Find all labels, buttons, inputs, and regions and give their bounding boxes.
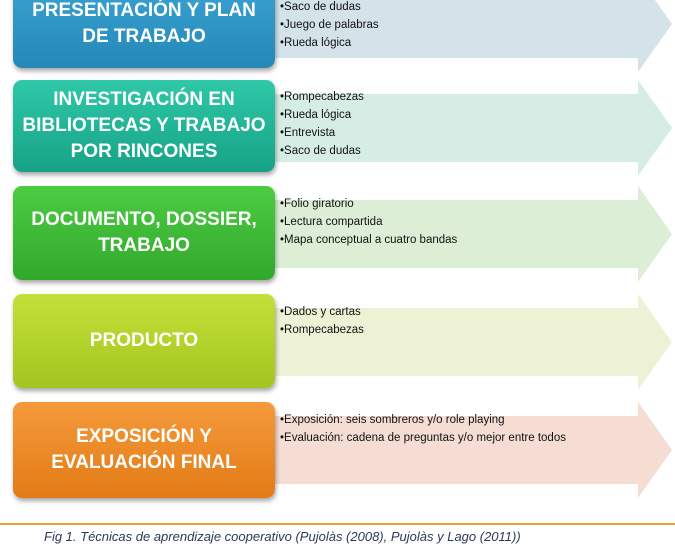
stage-title: PRODUCTO	[89, 330, 199, 351]
stage-row-5	[0, 398, 675, 502]
technique-item: • Entrevista	[280, 124, 364, 142]
stage-box	[13, 186, 275, 280]
technique-item: • Mapa conceptual a cuatro bandas	[280, 231, 457, 249]
technique-item: • Rompecabezas	[280, 88, 364, 106]
stage-row-2	[0, 76, 675, 180]
stage-box	[13, 80, 275, 172]
technique-item: • Rueda lógica	[280, 106, 364, 124]
technique-item: • Lectura compartida	[280, 213, 457, 231]
stage-row-1	[0, 0, 675, 76]
technique-item: • Juego de palabras	[280, 16, 379, 34]
technique-list	[280, 195, 457, 249]
stage-title: PRESENTACIÓN Y PLAN DE TRABAJO	[32, 0, 256, 47]
stage-box	[13, 0, 275, 68]
technique-item: • Rueda lógica	[280, 34, 379, 52]
stage-title: EXPOSICIÓN Y EVALUACIÓN FINAL	[51, 426, 237, 473]
technique-item: • Saco de dudas	[280, 0, 379, 16]
technique-item: • Dados y cartas	[280, 303, 364, 321]
stage-title: DOCUMENTO, DOSSIER, TRABAJO	[31, 209, 257, 256]
stage-row-3	[0, 182, 675, 286]
stage-title: INVESTIGACIÓN EN BIBLIOTECAS Y TRABAJO POR RINCONES	[22, 89, 266, 162]
technique-list	[280, 88, 364, 160]
technique-item: • Rompecabezas	[280, 321, 364, 339]
technique-list	[280, 0, 379, 52]
technique-item: • Exposición: seis sombreros y/o role playing	[280, 411, 566, 429]
stage-box	[13, 402, 275, 498]
technique-item: • Evaluación: cadena de preguntas y/o mejor entre todos	[280, 429, 566, 447]
stage-row-4	[0, 290, 675, 394]
technique-list	[280, 411, 566, 447]
caption-divider	[0, 523, 675, 525]
figure-caption: Fig 1. Técnicas de aprendizaje cooperativo (Pujolàs (2008), Pujolàs y Lago (2011))	[44, 529, 521, 544]
technique-list	[280, 303, 364, 339]
technique-item: • Saco de dudas	[280, 142, 364, 160]
technique-item: • Folio giratorio	[280, 195, 457, 213]
stage-box	[13, 294, 275, 388]
